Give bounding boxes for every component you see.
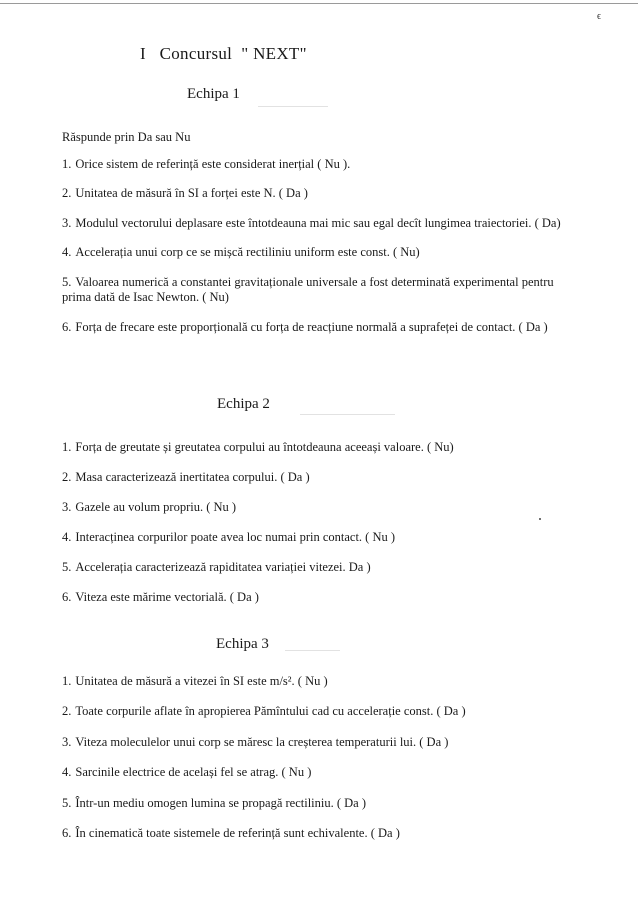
question-text: Toate corpurile aflate în apropierea Pămîntului cad cu accelerație const. ( Da )	[75, 704, 466, 718]
question-item	[62, 735, 582, 750]
team-3-heading: Echipa 3	[216, 636, 269, 652]
question-text: Viteza este mărime vectorială. ( Da )	[75, 590, 259, 604]
question-item	[62, 796, 582, 811]
question-item	[62, 157, 582, 172]
question-number: 4.	[62, 765, 72, 779]
bleed-through-mark	[258, 84, 328, 107]
question-item	[62, 216, 622, 231]
question-item	[62, 320, 622, 335]
question-item	[62, 704, 582, 719]
question-number: 2.	[62, 186, 72, 200]
speck	[539, 518, 541, 520]
question-number: 5.	[62, 796, 72, 810]
question-number: 5.	[62, 275, 72, 289]
question-text: Unitatea de măsură a vitezei în SI este m/s². ( Nu )	[75, 674, 328, 688]
question-text: Sarcinile electrice de același fel se atrag. ( Nu )	[75, 765, 312, 779]
question-number: 4.	[62, 530, 72, 544]
question-text: Forța de greutate și greutatea corpului au întotdeauna aceeași valoare. ( Nu)	[75, 440, 454, 454]
question-item	[62, 826, 582, 841]
question-item	[62, 470, 582, 485]
question-item	[62, 590, 582, 605]
question-number: 2.	[62, 470, 72, 484]
question-text: Modulul vectorului deplasare este întotdeauna mai mic sau egal decît lungimea traiectoriei. ( Da)	[75, 216, 561, 230]
question-text: Unitatea de măsură în SI a forței este N. ( Da )	[75, 186, 308, 200]
question-number: 3.	[62, 735, 72, 749]
question-item	[62, 530, 582, 545]
question-number: 4.	[62, 245, 72, 259]
question-item	[62, 186, 582, 201]
question-text: Într-un mediu omogen lumina se propagă rectiliniu. ( Da )	[75, 796, 367, 810]
bleed-through-mark	[300, 390, 395, 415]
question-item	[62, 500, 582, 515]
question-number: 1.	[62, 674, 72, 688]
question-text: Valoarea numerică a constantei gravitaționale universale a fost determinată experimental pentru prima dată de Isac Newton. ( Nu)	[62, 275, 554, 304]
page-title: I Concursul " NEXT"	[140, 44, 307, 63]
corner-mark: ϵ	[597, 11, 602, 22]
question-text: Orice sistem de referință este considerat inerțial ( Nu ).	[75, 157, 351, 171]
question-item	[62, 440, 582, 455]
question-number: 1.	[62, 157, 72, 171]
question-number: 6.	[62, 320, 72, 334]
question-number: 6.	[62, 590, 72, 604]
question-text: Accelerația unui corp ce se mișcă rectiliniu uniform este const. ( Nu)	[75, 245, 420, 259]
question-item	[62, 674, 582, 689]
question-text: În cinematică toate sistemele de referință sunt echivalente. ( Da )	[75, 826, 400, 840]
question-number: 3.	[62, 500, 72, 514]
question-number: 5.	[62, 560, 72, 574]
question-number: 1.	[62, 440, 72, 454]
question-text: Viteza moleculelor unui corp se măresc la creșterea temperaturii lui. ( Da )	[75, 735, 449, 749]
question-item	[62, 275, 582, 305]
question-text: Masa caracterizează inertitatea corpului. ( Da )	[75, 470, 310, 484]
question-number: 3.	[62, 216, 72, 230]
team-2-heading: Echipa 2	[217, 396, 270, 412]
question-text: Forța de frecare este proporțională cu forța de reacțiune normală a suprafeței de contact. ( Da )	[75, 320, 548, 334]
top-rule	[0, 3, 638, 4]
question-item	[62, 765, 582, 780]
bleed-through-mark	[285, 630, 340, 651]
question-number: 6.	[62, 826, 72, 840]
team-1-heading: Echipa 1	[187, 86, 240, 102]
question-text: Interacținea corpurilor poate avea loc numai prin contact. ( Nu )	[75, 530, 396, 544]
question-item	[62, 245, 582, 260]
team-1-instructions: Răspunde prin Da sau Nu	[62, 130, 191, 144]
question-text: Accelerația caracterizează rapiditatea variației vitezei. Da )	[75, 560, 371, 574]
question-text: Gazele au volum propriu. ( Nu )	[75, 500, 237, 514]
question-item	[62, 560, 582, 575]
question-number: 2.	[62, 704, 72, 718]
